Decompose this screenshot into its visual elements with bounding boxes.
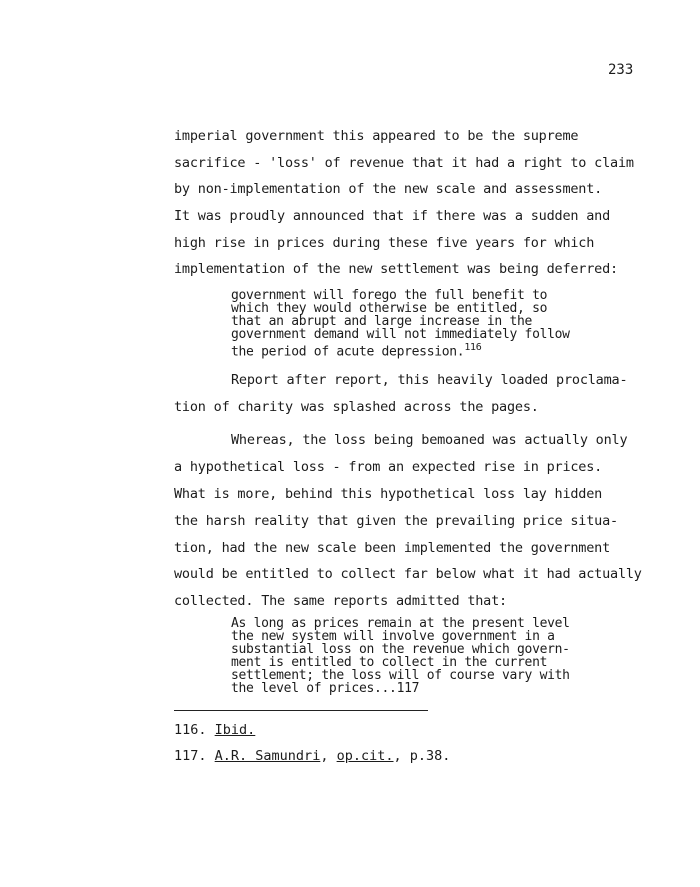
body-line: imperial government this appeared to be the supreme <box>174 128 579 144</box>
footnote-116 <box>174 722 255 738</box>
footnote-page: , p.38. <box>393 748 451 764</box>
body-line: tion of charity was splashed across the pages. <box>174 399 539 415</box>
footnote-opcit: op.cit. <box>336 748 394 764</box>
block-quote-line: ment is entitled to collect in the current <box>231 655 548 670</box>
body-line: would be entitled to collect far below what it had actually <box>174 566 642 582</box>
body-line: What is more, behind this hypothetical loss lay hidden <box>174 486 603 502</box>
body-line: tion, had the new scale been implemented the government <box>174 540 611 556</box>
body-line: Whereas, the loss being bemoaned was actually only <box>231 432 628 448</box>
block-quote-line: government demand will not immediately follow <box>231 327 570 342</box>
footnote-separator: , <box>320 748 329 764</box>
block-quote-line: that an abrupt and large increase in the <box>231 314 533 329</box>
body-line: the harsh reality that given the prevailing price situa- <box>174 513 618 529</box>
body-line: implementation of the new settlement was being deferred: <box>174 261 618 277</box>
body-line: collected. The same reports admitted that: <box>174 593 507 609</box>
block-quote-line: the new system will involve government in a <box>231 629 555 644</box>
quote-text: the period of acute depression. <box>231 344 465 360</box>
block-quote-line: settlement; the loss will of course vary with <box>231 668 570 683</box>
block-quote-line: which they would otherwise be entitled, so <box>231 301 548 316</box>
body-line: It was proudly announced that if there was a sudden and <box>174 208 611 224</box>
body-line: Report after report, this heavily loaded proclama- <box>231 372 628 388</box>
footnote-text: Ibid. <box>214 722 256 738</box>
block-quote-line <box>231 341 482 358</box>
block-quote-line: As long as prices remain at the present level <box>231 616 570 631</box>
block-quote-line: substantial loss on the revenue which govern- <box>231 642 570 657</box>
body-line: high rise in prices during these five years for which <box>174 235 595 251</box>
body-line: by non-implementation of the new scale and assessment. <box>174 181 603 197</box>
body-line: a hypothetical loss - from an expected rise in prices. <box>174 459 603 475</box>
footnote-number: 116. <box>174 722 207 738</box>
page-number: 233 <box>608 62 634 78</box>
block-quote-line: government will forego the full benefit to <box>231 288 548 303</box>
footnote-divider <box>174 710 428 711</box>
footnote-ref-116: 116 <box>464 342 482 353</box>
block-quote-line: the level of prices...117 <box>231 681 420 696</box>
footnote-author: A.R. Samundri <box>214 748 321 764</box>
footnote-117 <box>174 748 450 764</box>
body-line: sacrifice - 'loss' of revenue that it had a right to claim <box>174 155 634 171</box>
footnote-number: 117. <box>174 748 207 764</box>
